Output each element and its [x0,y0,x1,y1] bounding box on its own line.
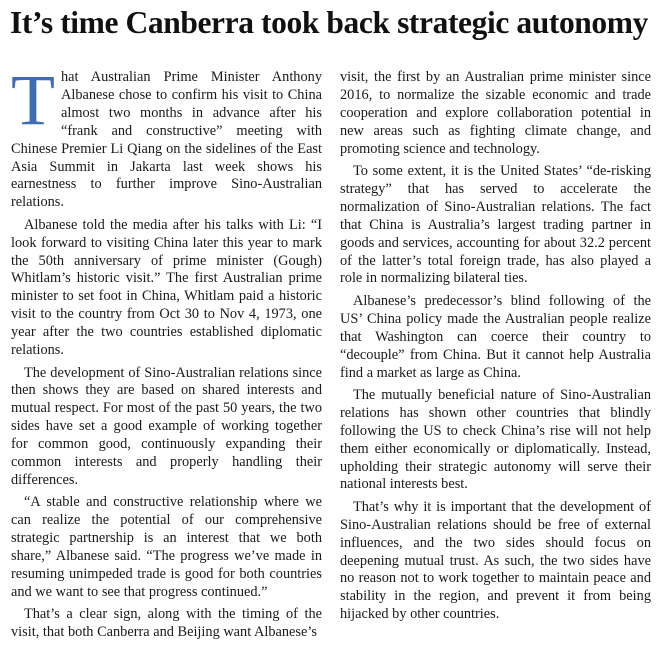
article-paragraph: That’s a clear sign, along with the timing of the visit, that both Canberra and Beijing want Albanese’s [11,606,322,641]
drop-cap: T [11,60,55,140]
article-paragraph: To some extent, it is the United States’ “de-risking strategy” that has served to accelerate the normalization of Sino-Australian relations. The fact that China is Australia’s largest trading partner in goods and services, accounting for about 32.2 percent of the latter’s total foreign trade, has also played a role in normalizing bilateral ties. [340,163,651,287]
article-paragraph [11,60,322,212]
article-column-right [340,69,651,629]
article-paragraph: Albanese’s predecessor’s blind following of the US’ China policy made the Australian people realize that Washington can coerce their country to “decouple” from China. But it cannot help Australia find a market as large as China. [340,292,651,381]
article-headline: It’s time Canberra took back strategic autonomy [10,5,648,40]
paragraph-text: hat Australian Prime Minister Anthony Albanese chose to confirm his visit to China almost two months in advance after his “frank and constructive” meeting with Chinese Premier Li Qiang on the sidelines of the East Asia Summit in Jakarta last week shows his earnestness to further improve Sino-Australian relations. [11,69,322,211]
article-paragraph: That’s why it is important that the development of Sino-Australian relations should be free of external influences, and the two sides should focus on deepening mutual trust. As such, the two sides have no reason not to work together to maintain peace and stability in the region, and prevent it from being hijacked by other countries. [340,498,651,623]
article-column-left [11,60,322,647]
article-paragraph: Albanese told the media after his talks with Li: “I look forward to visiting China later this year to mark the 50th anniversary of prime minister (Gough) Whitlam’s historic visit.” The first Australian prime minister to set foot in China, Whitlam paid a historic visit to the country from Oct 30 to Nov 4, 1973, one year after the two countries established diplomatic relations. [11,216,322,359]
article-paragraph: “A stable and constructive relationship where we can realize the potential of our comprehensive strategic partnership is an interest that we both share,” Albanese said. “The progress we’ve made in resuming unimpeded trade is good for both countries and we want to see that progress continued.” [11,494,322,600]
article-paragraph: visit, the first by an Australian prime minister since 2016, to normalize the sizable economic and trade cooperation and explore collaboration potential in new areas such as fighting climate change, and promoting science and technology. [340,69,651,157]
article-paragraph: The development of Sino-Australian relations since then shows they are based on shared interests and mutual respect. For most of the past 50 years, the two sides have set a good example of working together for common good, continuously expanding their common interests and properly handling their differences. [11,364,322,488]
article-paragraph: The mutually beneficial nature of Sino-Australian relations has shown other countries that blindly following the US to check China’s rise will not help them either economically or diplomatically. Instead, upholding their strategic autonomy will serve their national interests best. [340,386,651,493]
